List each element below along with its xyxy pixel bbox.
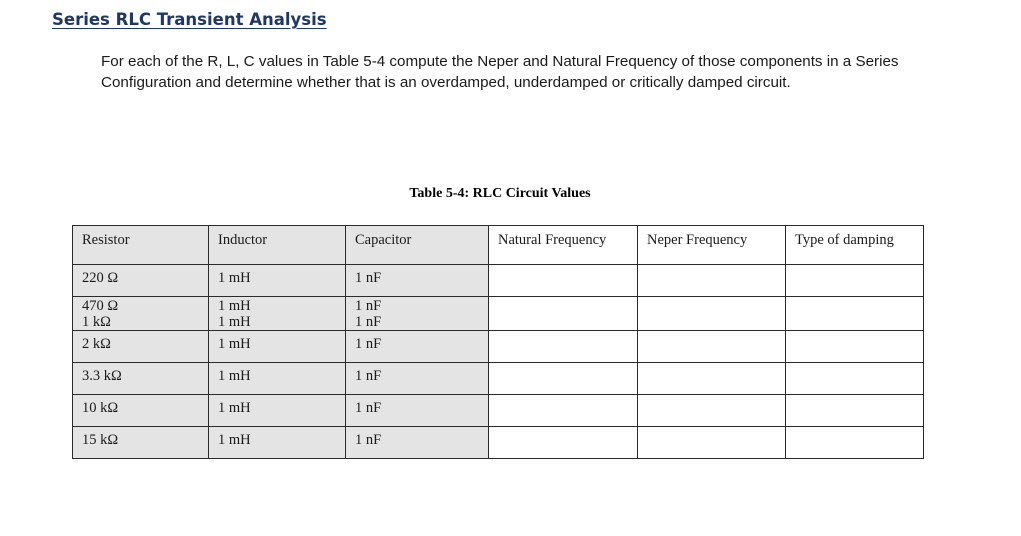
cell-natural-frequency[interactable] [489,297,638,331]
header-neper-frequency: Neper Frequency [638,226,786,265]
cell-resistor [73,427,209,459]
cell-inductor-value: 1 mH [218,432,251,448]
cell-inductor [209,265,346,297]
header-capacitor: Capacitor [346,226,489,265]
cell-resistor-value: 470 Ω [82,298,119,314]
cell-type-of-damping[interactable] [786,427,924,459]
section-heading: Series RLC Transient Analysis [52,10,327,29]
table-row [73,331,924,363]
cell-inductor [209,331,346,363]
instructions-paragraph: For each of the R, L, C values in Table 5-4 compute the Neper and Natural Frequency of those components in a Series Configuration and determine whether that is an overdamped, underdamped or critically damped circuit. [101,53,899,91]
cell-capacitor [346,297,489,331]
cell-inductor-value: 1 mH [218,400,251,416]
cell-capacitor-value: 1 nF [355,368,382,384]
table-row [73,363,924,395]
cell-resistor-value: 2 kΩ [82,336,111,352]
cell-natural-frequency[interactable] [489,427,638,459]
cell-capacitor-value: 1 nF [355,298,382,314]
cell-neper-frequency[interactable] [638,395,786,427]
cell-type-of-damping[interactable] [786,331,924,363]
header-type-of-damping: Type of damping [786,226,924,265]
cell-resistor-value: 1 kΩ [82,314,111,330]
cell-resistor-value: 15 kΩ [82,432,119,448]
cell-capacitor [346,265,489,297]
cell-neper-frequency[interactable] [638,363,786,395]
header-natural-frequency: Natural Frequency [489,226,638,265]
cell-inductor-value: 1 mH [218,298,251,314]
cell-capacitor [346,395,489,427]
table-row [73,395,924,427]
cell-inductor [209,427,346,459]
table-header-row [73,226,924,265]
cell-resistor-value: 3.3 kΩ [82,368,122,384]
cell-neper-frequency[interactable] [638,331,786,363]
cell-inductor-value: 1 mH [218,368,251,384]
cell-inductor-value: 1 mH [218,270,251,286]
cell-capacitor [346,363,489,395]
table-row [73,297,924,331]
cell-capacitor-value: 1 nF [355,432,382,448]
cell-capacitor [346,427,489,459]
cell-type-of-damping[interactable] [786,297,924,331]
cell-natural-frequency[interactable] [489,395,638,427]
table-row [73,265,924,297]
cell-resistor [73,297,209,331]
cell-natural-frequency[interactable] [489,363,638,395]
header-resistor: Resistor [73,226,209,265]
header-inductor: Inductor [209,226,346,265]
cell-capacitor-value: 1 nF [355,270,382,286]
cell-natural-frequency[interactable] [489,265,638,297]
cell-type-of-damping[interactable] [786,395,924,427]
table-row [73,427,924,459]
cell-inductor [209,395,346,427]
cell-resistor [73,331,209,363]
cell-neper-frequency[interactable] [638,297,786,331]
cell-resistor-value: 220 Ω [82,270,119,286]
rlc-values-table [72,225,924,459]
cell-type-of-damping[interactable] [786,363,924,395]
cell-resistor [73,363,209,395]
table-body [73,265,924,459]
cell-inductor-value: 1 mH [218,336,251,352]
cell-resistor [73,395,209,427]
cell-inductor [209,297,346,331]
cell-capacitor-value: 1 nF [355,314,382,330]
cell-capacitor [346,331,489,363]
cell-resistor-value: 10 kΩ [82,400,119,416]
table-caption: Table 5-4: RLC Circuit Values [409,186,591,201]
cell-type-of-damping[interactable] [786,265,924,297]
cell-capacitor-value: 1 nF [355,400,382,416]
cell-inductor [209,363,346,395]
cell-inductor-value: 1 mH [218,314,251,330]
cell-natural-frequency[interactable] [489,331,638,363]
cell-resistor [73,265,209,297]
cell-capacitor-value: 1 nF [355,336,382,352]
cell-neper-frequency[interactable] [638,427,786,459]
cell-neper-frequency[interactable] [638,265,786,297]
